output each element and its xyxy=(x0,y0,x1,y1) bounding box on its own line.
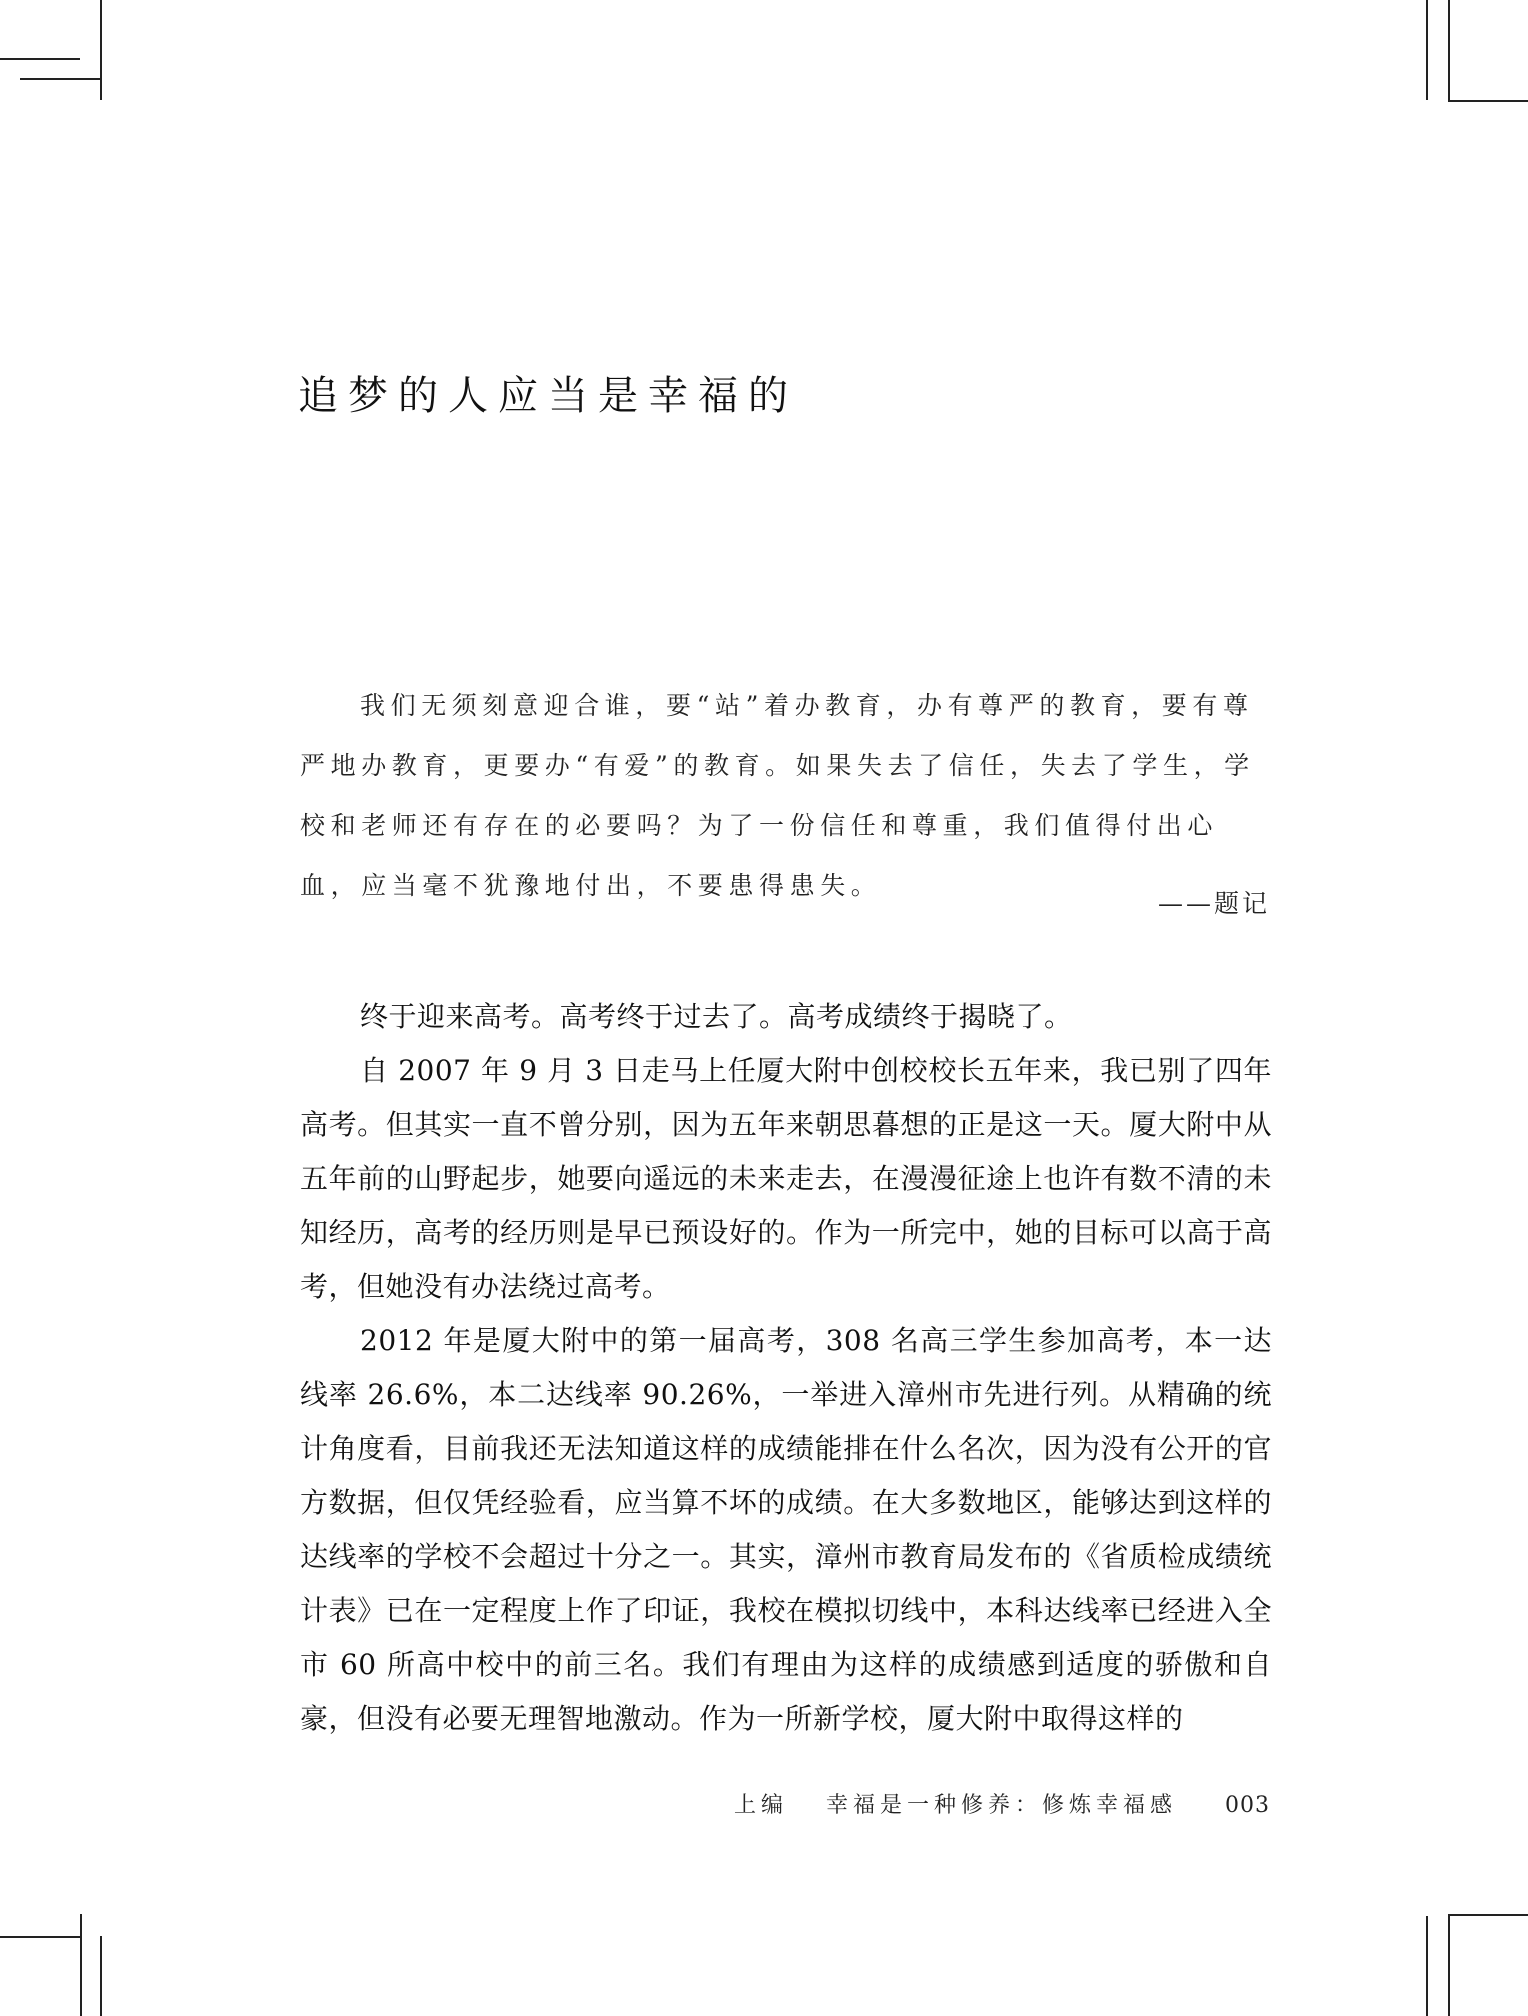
body-text xyxy=(300,990,1272,1746)
crop-mark-top-right-inner-vertical xyxy=(1448,0,1450,102)
body-paragraph-2: 自 2007 年 9 月 3 日走马上任厦大附中创校校长五年来，我已别了四年高考。但其实一直不曾分别，因为五年来朝思暮想的正是这一天。厦大附中从五年前的山野起步，她要向遥远的未来走去，在漫漫征途上也许有数不清的未知经历，高考的经历则是早已预设好的。作为一所完中，她的目标可以高于高考，但她没有办法绕过高考。 xyxy=(300,1054,1272,1303)
page-number: 003 xyxy=(1225,1793,1270,1818)
crop-mark-bottom-left-horizontal xyxy=(0,1936,82,1938)
epigraph-attribution: ——题记 xyxy=(1157,889,1270,918)
running-footer xyxy=(734,1788,1270,1819)
crop-mark-bottom-right-inner-vertical xyxy=(1448,1914,1450,2016)
epigraph xyxy=(300,676,1270,916)
crop-mark-top-left-horizontal xyxy=(20,78,102,80)
footer-part-title: 幸福是一种修养：修炼幸福感 xyxy=(825,1793,1177,1818)
crop-mark-bottom-left-inner-vertical xyxy=(100,1936,102,2016)
crop-mark-top-left-inner-horizontal xyxy=(0,58,80,60)
crop-mark-top-right-vertical xyxy=(1426,0,1428,100)
body-paragraph-1: 终于迎来高考。高考终于过去了。高考成绩终于揭晓了。 xyxy=(360,1000,1073,1033)
crop-mark-bottom-left-vertical xyxy=(80,1914,82,2016)
epigraph-text: 我们无须刻意迎合谁，要“站”着办教育，办有尊严的教育，要有尊严地办教育，更要办“有爱”的教育。如果失去了信任，失去了学生，学校和老师还有存在的必要吗？为了一份信任和尊重，我们值得付出心血，应当毫不犹豫地付出，不要患得患失。 xyxy=(300,691,1255,900)
crop-mark-bottom-right-vertical xyxy=(1426,1916,1428,2016)
body-paragraph-3: 2012 年是厦大附中的第一届高考，308 名高三学生参加高考，本一达线率 26.6%，本二达线率 90.26%，一举进入漳州市先进行列。从精确的统计角度看，目前我还无法知道这样的成绩能排在什么名次，因为没有公开的官方数据，但仅凭经验看，应当算不坏的成绩。在大多数地区，能够达到这样的达线率的学校不会超过十分之一。其实，漳州市教育局发布的《省质检成绩统计表》已在一定程度上作了印证，我校在模拟切线中，本科达线率已经进入全市 60 所高中校中的前三名。我们有理由为这样的成绩感到适度的骄傲和自豪，但没有必要无理智地激动。作为一所新学校，厦大附中取得这样的 xyxy=(300,1324,1272,1735)
crop-mark-top-left-vertical xyxy=(100,0,102,100)
crop-mark-bottom-right-horizontal xyxy=(1448,1914,1528,1916)
footer-section: 上编 xyxy=(733,1793,788,1818)
crop-mark-top-right-horizontal xyxy=(1448,100,1528,102)
page-title: 追梦的人应当是幸福的 xyxy=(298,373,798,419)
